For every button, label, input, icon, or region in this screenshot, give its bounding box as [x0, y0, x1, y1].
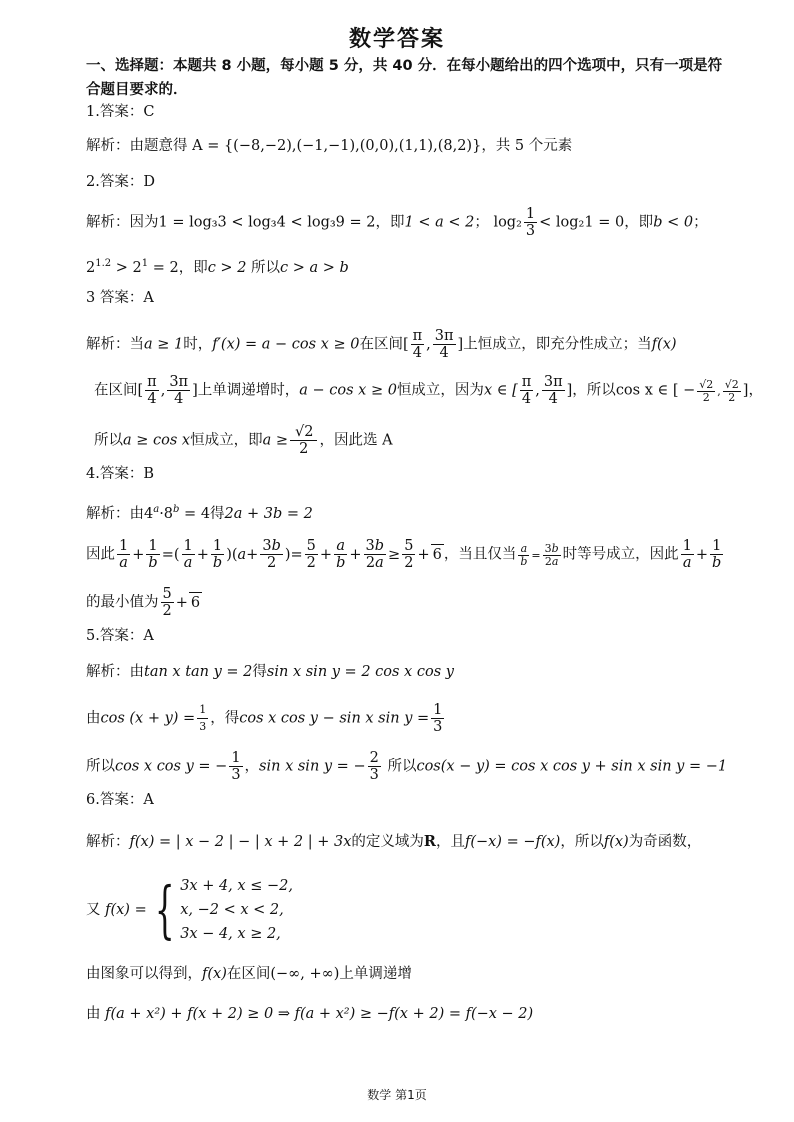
q5-l1a: 解析：由	[86, 664, 144, 680]
q2-base: 2	[86, 259, 96, 276]
q2-b-range: b < 0	[653, 214, 694, 231]
left-brace-icon: {	[154, 873, 175, 946]
q3-l1a: 解析：当	[86, 336, 144, 353]
q6-l2a: 又	[86, 902, 101, 918]
q3-l2f: ]，所以	[566, 382, 616, 399]
q2-analysis-line1	[86, 206, 708, 239]
q2-answer: 2.答案：D	[86, 174, 155, 190]
q6-answer: 6.答案：A	[86, 792, 154, 808]
q3-l2b: ]上单调递增时，	[192, 382, 300, 399]
q5-sin-eq: sin x sin y = 2 cos x cos y	[266, 664, 454, 680]
page-title: 数学答案	[348, 27, 445, 52]
q3-l3e: ，因此选 A	[319, 432, 393, 449]
q5-line3	[86, 750, 727, 783]
q2-exp2: 1	[141, 258, 149, 269]
q4-min-value: $\frac{5}{2}$ + 6	[162, 586, 201, 619]
q3-l3a: 所以	[94, 432, 123, 449]
q1-prefix: 解析：由题意得	[86, 138, 193, 154]
q3-l2h: ]，	[742, 382, 763, 399]
q2-c-range: c > 2	[207, 259, 247, 276]
q2-log2: log₂	[493, 214, 522, 231]
q2-mid3: ，即	[624, 214, 654, 231]
q6-l3c: 在区间	[226, 966, 271, 982]
q2-analysis-line2	[86, 254, 349, 278]
q4-constraint: 2a + 3b = 2	[224, 505, 313, 522]
q6-case1: 3x + 4, x ≤ −2,	[180, 878, 293, 894]
q2-log-chain: 1 = log₃3 < log₃4 < log₃9 = 2	[158, 214, 376, 231]
q4-target-expr: $\frac{1}{a}$ + $\frac{1}{b}$	[682, 538, 722, 571]
q5-frac-one-third-a: $\frac{1}{3}$	[199, 703, 207, 733]
q2-line2mid: ，即	[178, 259, 208, 276]
q5-result: cos(x − y) = cos x cos y + sin x sin y = −1	[416, 758, 728, 775]
q3-l1e: 在区间[	[359, 336, 409, 353]
q6-R: R	[423, 833, 436, 850]
q2-gt: > 2	[111, 259, 142, 276]
q6-line3	[86, 964, 412, 984]
q5-frac-one-third-c: $\frac{1}{3}$	[231, 750, 241, 783]
q6-inequality: f(a + x²) + f(x + 2) ≥ 0 ⇒ f(a + x²) ≥ −f(x + 2) = f(−x − 2)	[105, 1006, 534, 1022]
q6-l1e: ，且	[435, 834, 465, 850]
q3-l2e: x ∈ [	[483, 382, 518, 399]
q2-eq: = 2	[148, 259, 179, 276]
q2-end: ；	[693, 214, 708, 231]
q3-frac-pi4-b: $\frac{\pi}{4}$	[147, 374, 157, 407]
q3-l1f: ]上恒成立，即充分性成立；当	[457, 336, 652, 353]
q4-l2a: 因此	[86, 546, 115, 563]
q2-exp: 1.2	[95, 258, 112, 269]
q3-l2g: cos x ∈ [ −	[615, 382, 696, 399]
q6-line4	[86, 1004, 533, 1024]
q6-interval: (−∞, +∞)	[270, 966, 340, 982]
q6-case2: x, −2 < x < 2,	[180, 902, 284, 918]
q3-frac-pi4-c: $\frac{\pi}{4}$	[521, 374, 532, 407]
q5-tan-eq: tan x tan y = 2	[144, 664, 253, 680]
q3-frac-sqrt2-2: $\frac{√2}{2}$	[290, 424, 317, 457]
q6-fx: f(x)	[603, 834, 629, 850]
q4-line1: 解析：由$4^a\cdot 8^b = 4$得2a + 3b = 2	[86, 504, 313, 522]
q5-l3c: ，	[244, 758, 260, 775]
q4-eq4: = 4	[179, 505, 211, 522]
q6-l3a: 由图象可以得到，	[86, 966, 202, 982]
q3-l2a: 在区间[	[94, 382, 144, 399]
q4-expression: $\frac{1}{a}$ + $\frac{1}{b}$ =( $\frac{1}{a}$ + $\frac{1}{b}$ )(a+ $\frac{3b}{2}$ )= $\frac{5}{2}$ + $\frac{a}{b}$ + $\frac{3b}{2a}$ ≥ $\frac{5}{2}$ + 6	[119, 538, 442, 571]
q6-l1a: 解析：	[86, 834, 130, 850]
q3-l3b: a ≥ cos x	[123, 432, 191, 449]
q3-line3	[94, 424, 393, 457]
q6-l4a: 由	[86, 1006, 101, 1022]
q5-coscos: cos x cos y = −	[115, 758, 228, 775]
q3-frac-sqrt2-2-a: $\frac{√2}{2}$	[699, 378, 714, 404]
q3-line2: 在区间[ $\frac{\pi}{4}$ , $\frac{3\pi}{4}$ ]上单调递增时，a − cos x ≥ 0恒成立，因为x ∈ [ $\frac{\pi}{4}$ , $\frac{3\pi}{4}$ ]，所以cos x ∈ [ − $\frac{√2}{2}$ , $\frac{√2}{2}$ ]，	[94, 374, 763, 407]
q2-mid1: ，即	[375, 214, 405, 231]
q4-base8: ·8	[159, 505, 174, 522]
q6-cases	[180, 874, 293, 946]
q3-l3c: 恒成立，即	[190, 432, 263, 449]
q1-suffix: ，共 5 个元素	[481, 138, 573, 154]
q6-fx-b: f(x)	[202, 966, 227, 982]
q4-line3	[86, 586, 202, 619]
q2-log2-lt: < log₂1 = 0	[539, 214, 625, 231]
q5-frac-two-thirds: $\frac{2}{3}$	[369, 750, 379, 783]
q5-l3e: 所以	[382, 758, 417, 775]
q3-line1: 解析：当a ≥ 1时，f′(x) = a − cos x ≥ 0在区间[ $\frac{\pi}{4}$ , $\frac{3\pi}{4}$ ]上恒成立，即充分性成立；当f(x)	[86, 328, 677, 361]
q3-l1c: 时，	[183, 336, 213, 353]
q4-l2c: 时等号成立，因此	[562, 546, 679, 563]
q3-l2c: a − cos x ≥ 0	[299, 382, 397, 399]
q5-answer: 5.答案：A	[86, 628, 154, 644]
q6-l1g: ，所以	[560, 834, 604, 850]
q2-so: 所以	[246, 259, 281, 276]
q3-l2d: 恒成立，因为	[396, 382, 484, 399]
q5-sinsin: sin x sin y = −	[259, 758, 366, 775]
q2-prefix: 解析：因为	[86, 214, 159, 231]
q3-frac-3pi4-b: $\frac{3\pi}{4}$	[169, 374, 189, 407]
q3-frac-3pi4: $\frac{3\pi}{4}$	[434, 328, 454, 361]
section-heading: 一、选择题：本题共 8 小题，每小题 5 分，共 40 分．在每小题给出的四个选项中，只有一项是符合题目要求的．	[86, 58, 723, 98]
q3-fx: f(x)	[651, 336, 677, 353]
q1-set: A = {(−8,−2),(−1,−1),(0,0),(1,1),(8,2)}	[192, 138, 482, 154]
q6-fx-eq: f(x) =	[105, 902, 147, 918]
q6-piecewise	[86, 874, 293, 946]
q5-l3a: 所以	[86, 758, 115, 775]
q3-frac-pi4: $\frac{\pi}{4}$	[412, 328, 423, 361]
q4-l3a: 的最小值为	[86, 594, 159, 611]
q6-l1i: 为奇函数，	[628, 834, 702, 850]
q1-analysis	[86, 136, 572, 156]
q5-expand: cos x cos y − sin x sin y =	[239, 710, 430, 727]
q2-frac-one-third: $\frac{1}{3}$	[525, 206, 536, 239]
q5-l2a: 由	[86, 710, 101, 727]
q3-frac-3pi4-c: $\frac{3\pi}{4}$	[543, 374, 563, 407]
q6-l1c: 的定义域为	[351, 834, 424, 850]
page-footer: 数学 第1页	[367, 1088, 427, 1102]
q4-equality-cond: $\frac{a}{b}$ = $\frac{3b}{2a}$	[520, 542, 559, 568]
q4-l2b: ，当且仅当	[443, 546, 517, 563]
q4-base4: 4	[144, 505, 154, 522]
q6-l3e: 上单调递增	[339, 966, 412, 982]
q6-case3: 3x − 4, x ≥ 2,	[180, 926, 281, 942]
q4-l1e: 得	[210, 505, 225, 522]
q2-mid2: ；	[474, 214, 489, 231]
q3-answer: 3 答案：A	[86, 290, 154, 306]
q6-odd-eq: f(−x) = −f(x)	[464, 834, 561, 850]
q6-fx-def: f(x) = | x − 2 | − | x + 2 | + 3x	[129, 834, 352, 850]
q3-frac-sqrt2-2-b: $\frac{√2}{2}$	[724, 378, 739, 404]
q5-line1	[86, 662, 454, 682]
q6-line1	[86, 832, 701, 852]
q1-answer: 1.答案：C	[86, 104, 155, 120]
q5-frac-one-third-b: $\frac{1}{3}$	[433, 702, 443, 735]
q3-derivative: f′(x) = a − cos x ≥ 0	[212, 336, 360, 353]
q4-line2	[86, 538, 725, 571]
q2-order: c > a > b	[280, 259, 349, 276]
q5-cos-sum: cos (x + y) =	[100, 710, 196, 727]
q5-line2	[86, 702, 446, 735]
q2-a-range: 1 < a < 2	[404, 214, 475, 231]
q3-l1b: a ≥ 1	[144, 336, 184, 353]
q5-l1c: 得	[252, 664, 267, 680]
q4-answer: 4.答案：B	[86, 466, 154, 482]
q5-l2c: ，得	[210, 710, 240, 727]
q3-l3d: a ≥	[262, 432, 288, 449]
q4-l1a: 解析：由	[86, 505, 144, 522]
